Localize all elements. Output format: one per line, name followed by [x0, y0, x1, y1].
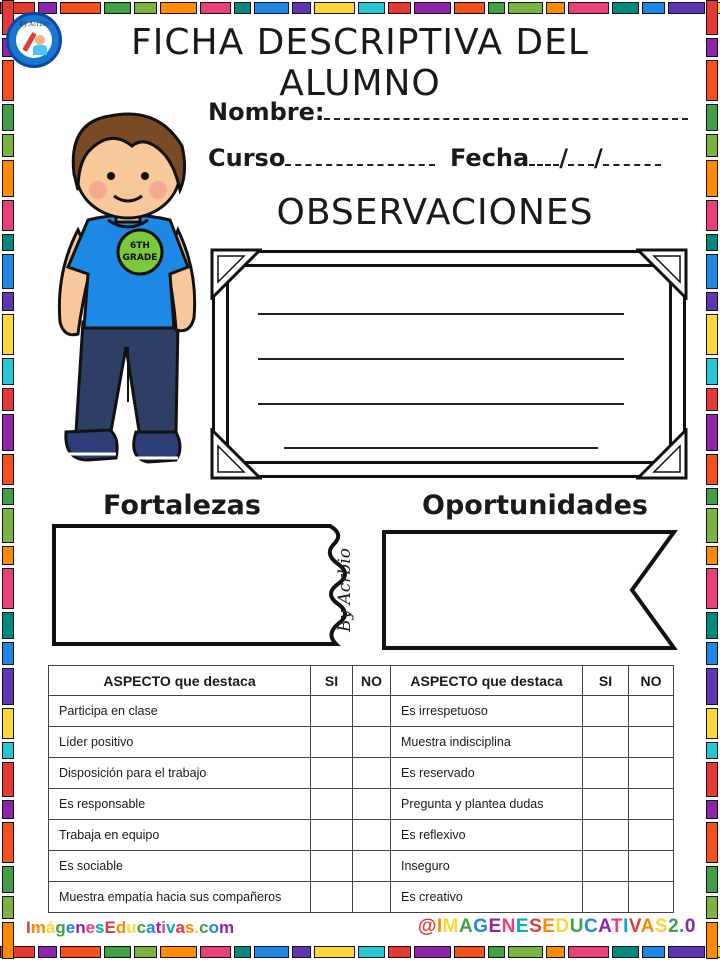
- logo-text: By Acrbio: [19, 21, 49, 28]
- aspect-right-cell: Es creativo: [391, 882, 583, 913]
- border-segment: [60, 2, 101, 14]
- border-segment: [2, 234, 14, 251]
- border-segment: [2, 414, 14, 451]
- no-right-checkbox[interactable]: [629, 789, 674, 820]
- border-segment: [2, 896, 14, 919]
- border-segment: [706, 668, 718, 705]
- border-segment: [2, 568, 14, 609]
- border-segment: [414, 946, 451, 958]
- si-left-checkbox[interactable]: [311, 882, 353, 913]
- border-segment: [2, 822, 14, 863]
- no-left-checkbox[interactable]: [353, 789, 391, 820]
- border-segment: [2, 668, 14, 705]
- aspect-left-cell: Líder positivo: [49, 727, 311, 758]
- border-segment: [706, 38, 718, 57]
- border-segment: [706, 546, 718, 565]
- nombre-label: Nombre:: [208, 98, 325, 126]
- border-segment: [546, 946, 565, 958]
- border-segment: [454, 946, 485, 958]
- border-segment: [706, 234, 718, 251]
- border-segment: [706, 60, 718, 101]
- si-right-checkbox[interactable]: [583, 851, 629, 882]
- border-segment: [200, 2, 231, 14]
- border-segment: [508, 946, 543, 958]
- border-segment: [706, 358, 718, 385]
- table-row: [49, 758, 674, 789]
- table-row: [49, 882, 674, 913]
- observation-line: [258, 313, 624, 315]
- table-row: [49, 696, 674, 727]
- aspect-left-cell: Es responsable: [49, 789, 311, 820]
- border-segment: [454, 2, 485, 14]
- table-row: [49, 727, 674, 758]
- border-segment: [134, 2, 157, 14]
- border-segment: [2, 546, 14, 565]
- border-segment: [706, 454, 718, 485]
- border-segment: [292, 2, 311, 14]
- border-segment: [568, 946, 609, 958]
- curso-field[interactable]: [208, 144, 435, 172]
- border-segment: [508, 2, 543, 14]
- border-segment: [2, 762, 14, 797]
- border-segment: [314, 2, 355, 14]
- border-segment: [706, 642, 718, 665]
- border-segment: [234, 946, 251, 958]
- border-segment: [2, 388, 14, 411]
- aspects-table: [48, 665, 674, 913]
- border-segment: [2, 358, 14, 385]
- border-segment: [668, 946, 705, 958]
- observations-title: OBSERVACIONES: [276, 192, 594, 233]
- border-segment: [642, 946, 665, 958]
- no-left-checkbox[interactable]: [353, 851, 391, 882]
- aspect-right-cell: Es irrespetuoso: [391, 696, 583, 727]
- oportunidades-box[interactable]: [378, 526, 680, 654]
- fortalezas-label: Fortalezas: [103, 490, 261, 521]
- border-segment: [706, 800, 718, 819]
- border-segment: [60, 946, 101, 958]
- aspect-right-cell: Pregunta y plantea dudas: [391, 789, 583, 820]
- frame-corner-icon: [636, 428, 688, 480]
- border-segment: [388, 2, 411, 14]
- border-segment: [706, 822, 718, 863]
- border-segment: [2, 160, 14, 197]
- border-segment: [706, 922, 718, 959]
- border-segment: [2, 488, 14, 505]
- border-segment: [254, 946, 289, 958]
- border-segment: [2, 254, 14, 289]
- border-segment: [706, 488, 718, 505]
- border-segment: [160, 2, 197, 14]
- observation-line: [258, 403, 624, 405]
- column-header: ASPECTO que destaca: [391, 666, 583, 696]
- border-segment: [2, 800, 14, 819]
- border-segment: [706, 104, 718, 131]
- border-segment: [292, 946, 311, 958]
- no-right-checkbox[interactable]: [629, 820, 674, 851]
- aspect-right-cell: Inseguro: [391, 851, 583, 882]
- si-right-checkbox[interactable]: [583, 789, 629, 820]
- column-header: SI: [311, 666, 353, 696]
- border-segment: [706, 612, 718, 639]
- border-segment: [2, 642, 14, 665]
- oportunidades-label: Oportunidades: [422, 490, 649, 521]
- frame-corner-icon: [636, 248, 688, 300]
- no-right-checkbox[interactable]: [629, 758, 674, 789]
- border-segment: [160, 946, 197, 958]
- column-header: ASPECTO que destaca: [49, 666, 311, 696]
- border-segment: [254, 2, 289, 14]
- border-segment: [568, 2, 609, 14]
- si-right-checkbox[interactable]: [583, 727, 629, 758]
- observation-line: [284, 447, 598, 449]
- border-segment: [706, 200, 718, 231]
- border-segment: [706, 742, 718, 759]
- table-row: [49, 851, 674, 882]
- footer-website: ImágenesEducativas.com: [26, 918, 235, 937]
- si-right-checkbox[interactable]: [583, 820, 629, 851]
- border-segment: [706, 896, 718, 919]
- table-header-row: [49, 666, 674, 696]
- badge-line1: 6TH: [130, 241, 150, 251]
- border-segment: [200, 946, 231, 958]
- si-left-checkbox[interactable]: [311, 820, 353, 851]
- border-segment: [2, 866, 14, 893]
- aspect-left-cell: Trabaja en equipo: [49, 820, 311, 851]
- aspect-right-cell: Muestra indisciplina: [391, 727, 583, 758]
- no-left-checkbox[interactable]: [353, 882, 391, 913]
- frame-corner-icon: [210, 248, 262, 300]
- nombre-field[interactable]: [208, 98, 688, 126]
- fecha-field[interactable]: Fecha / /: [450, 144, 661, 172]
- border-segment: [2, 708, 14, 739]
- border-segment: [706, 388, 718, 411]
- border-segment: [2, 508, 14, 543]
- border-segment: [706, 508, 718, 543]
- observations-frame[interactable]: [212, 250, 686, 478]
- border-bottom: [0, 944, 720, 960]
- border-segment: [134, 946, 157, 958]
- border-segment: [488, 946, 505, 958]
- fortalezas-box[interactable]: [48, 520, 358, 650]
- fecha-label: Fecha: [450, 144, 530, 172]
- column-header: SI: [583, 666, 629, 696]
- border-segment: [706, 414, 718, 451]
- no-left-checkbox[interactable]: [353, 727, 391, 758]
- observation-line: [258, 358, 624, 360]
- border-segment: [706, 708, 718, 739]
- si-right-checkbox[interactable]: [583, 696, 629, 727]
- border-segment: [706, 568, 718, 609]
- no-right-checkbox[interactable]: [629, 696, 674, 727]
- border-segment: [2, 60, 14, 101]
- border-segment: [706, 292, 718, 311]
- border-segment: [2, 454, 14, 485]
- aspect-right-cell: Es reservado: [391, 758, 583, 789]
- border-segment: [414, 2, 451, 14]
- border-segment: [38, 946, 57, 958]
- column-header: NO: [629, 666, 674, 696]
- border-segment: [706, 254, 718, 289]
- no-left-checkbox[interactable]: [353, 820, 391, 851]
- border-segment: [706, 134, 718, 157]
- si-right-checkbox[interactable]: [583, 758, 629, 789]
- aspect-left-cell: Es sociable: [49, 851, 311, 882]
- border-segment: [488, 2, 505, 14]
- si-left-checkbox[interactable]: [311, 758, 353, 789]
- curso-label: Curso: [208, 144, 286, 172]
- si-left-checkbox[interactable]: [311, 851, 353, 882]
- aspect-left-cell: Muestra empatía hacia sus compañeros: [49, 882, 311, 913]
- border-segment: [2, 742, 14, 759]
- border-segment: [2, 104, 14, 131]
- border-segment: [612, 2, 639, 14]
- border-segment: [668, 2, 705, 14]
- frame-corner-icon: [210, 428, 262, 480]
- table-row: [49, 820, 674, 851]
- border-segment: [706, 314, 718, 355]
- nombre-line: [324, 98, 688, 120]
- curso-line: [285, 144, 435, 166]
- border-segment: [706, 0, 718, 35]
- no-right-checkbox[interactable]: [629, 727, 674, 758]
- border-segment: [612, 946, 639, 958]
- no-left-checkbox[interactable]: [353, 696, 391, 727]
- border-top: [0, 0, 720, 16]
- footer-handle: @IMAGENESEDUCATIVAS2.0: [417, 916, 696, 937]
- badge-line2: GRADE: [122, 253, 158, 263]
- column-header: NO: [353, 666, 391, 696]
- border-segment: [706, 160, 718, 197]
- border-segment: [104, 2, 131, 14]
- student-illustration: [48, 102, 208, 487]
- aspect-right-cell: Es reflexivo: [391, 820, 583, 851]
- table-row: [49, 789, 674, 820]
- border-segment: [2, 292, 14, 311]
- si-left-checkbox[interactable]: [311, 727, 353, 758]
- border-segment: [358, 946, 385, 958]
- border-segment: [546, 2, 565, 14]
- border-segment: [706, 866, 718, 893]
- si-right-checkbox[interactable]: [583, 882, 629, 913]
- border-segment: [2, 314, 14, 355]
- si-left-checkbox[interactable]: [311, 696, 353, 727]
- border-segment: [2, 922, 14, 959]
- border-segment: [2, 612, 14, 639]
- signature: By Acrbio: [334, 548, 355, 632]
- border-segment: [2, 200, 14, 231]
- no-left-checkbox[interactable]: [353, 758, 391, 789]
- si-left-checkbox[interactable]: [311, 789, 353, 820]
- border-segment: [2, 134, 14, 157]
- no-right-checkbox[interactable]: [629, 851, 674, 882]
- no-right-checkbox[interactable]: [629, 882, 674, 913]
- border-segment: [388, 946, 411, 958]
- border-segment: [642, 2, 665, 14]
- border-right: [704, 0, 720, 960]
- border-segment: [314, 946, 355, 958]
- border-segment: [706, 762, 718, 797]
- border-segment: [358, 2, 385, 14]
- border-left: [0, 0, 16, 960]
- border-segment: [234, 2, 251, 14]
- author-logo: [6, 12, 62, 68]
- aspect-left-cell: Participa en clase: [49, 696, 311, 727]
- page-title: FICHA DESCRIPTIVA DEL ALUMNO: [131, 22, 589, 104]
- aspect-left-cell: Disposición para el trabajo: [49, 758, 311, 789]
- border-segment: [104, 946, 131, 958]
